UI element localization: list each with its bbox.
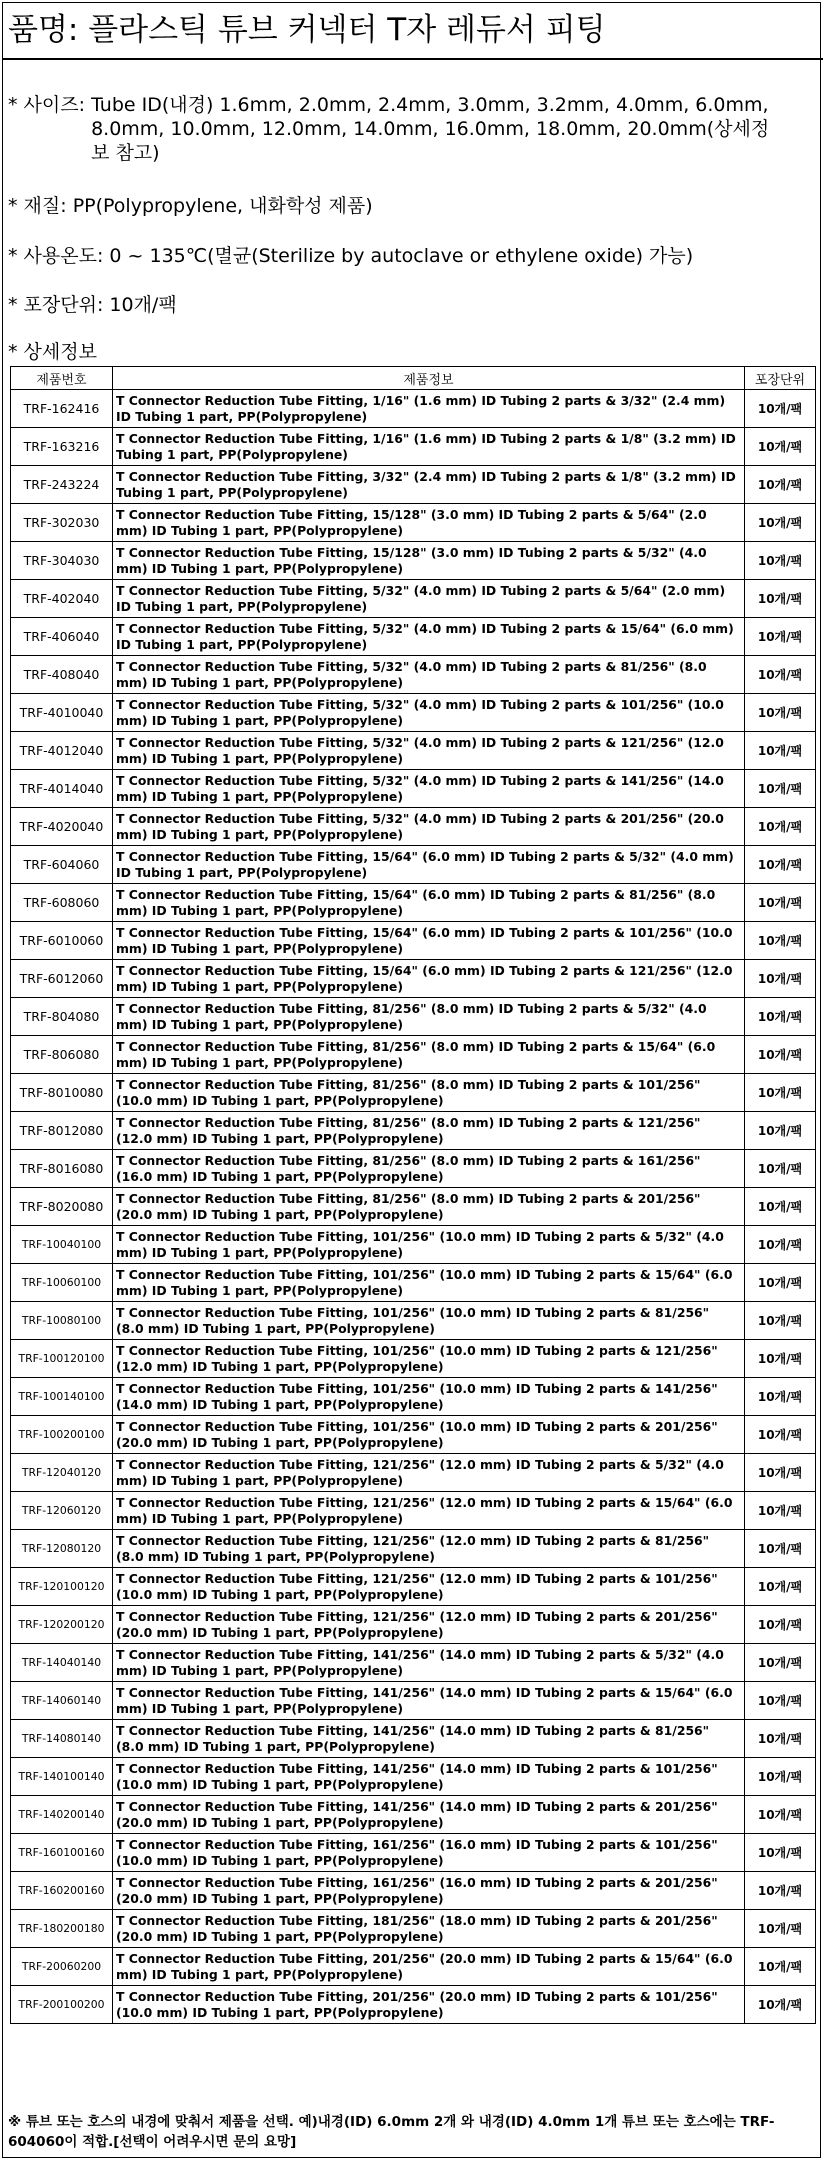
page-title: 품명: 플라스틱 튜브 커넥터 T자 레듀서 피팅 xyxy=(8,12,606,48)
table-row xyxy=(11,1378,816,1416)
table-row xyxy=(11,1264,816,1302)
table-row xyxy=(11,846,816,884)
table-row xyxy=(11,1758,816,1796)
product-code: TRF-163216 xyxy=(11,428,113,466)
package-unit: 10개/팩 xyxy=(745,466,816,504)
package-unit: 10개/팩 xyxy=(745,1416,816,1454)
package-unit: 10개/팩 xyxy=(745,618,816,656)
product-description: T Connector Reduction Tube Fitting, 141/256" (14.0 mm) ID Tubing 2 parts & 5/32" (4.0 mm) ID Tubing 1 part, PP(Polypropylene) xyxy=(113,1644,745,1682)
product-description: T Connector Reduction Tube Fitting, 101/256" (10.0 mm) ID Tubing 2 parts & 15/64" (6.0 mm) ID Tubing 1 part, PP(Polypropylene) xyxy=(113,1264,745,1302)
product-code: TRF-100120100 xyxy=(11,1340,113,1378)
product-code: TRF-160100160 xyxy=(11,1834,113,1872)
product-code: TRF-4020040 xyxy=(11,808,113,846)
package-unit: 10개/팩 xyxy=(745,1796,816,1834)
package-unit: 10개/팩 xyxy=(745,1568,816,1606)
package-unit: 10개/팩 xyxy=(745,846,816,884)
product-code: TRF-8010080 xyxy=(11,1074,113,1112)
package-unit: 10개/팩 xyxy=(745,808,816,846)
table-row xyxy=(11,884,816,922)
product-code: TRF-14080140 xyxy=(11,1720,113,1758)
product-code: TRF-14040140 xyxy=(11,1644,113,1682)
product-description: T Connector Reduction Tube Fitting, 5/32" (4.0 mm) ID Tubing 2 parts & 15/64" (6.0 mm) ID Tubing 1 part, PP(Polypropylene) xyxy=(113,618,745,656)
package-unit: 10개/팩 xyxy=(745,1720,816,1758)
table-row xyxy=(11,466,816,504)
product-description: T Connector Reduction Tube Fitting, 101/256" (10.0 mm) ID Tubing 2 parts & 141/256" (14.0 mm) ID Tubing 1 part, PP(Polypropylene) xyxy=(113,1378,745,1416)
spec-package: * 포장단위: 10개/팩 xyxy=(8,294,177,316)
package-unit: 10개/팩 xyxy=(745,390,816,428)
table-row xyxy=(11,922,816,960)
package-unit: 10개/팩 xyxy=(745,1226,816,1264)
package-unit: 10개/팩 xyxy=(745,1454,816,1492)
product-description: T Connector Reduction Tube Fitting, 5/32" (4.0 mm) ID Tubing 2 parts & 81/256" (8.0 mm) ID Tubing 1 part, PP(Polypropylene) xyxy=(113,656,745,694)
table-row xyxy=(11,1112,816,1150)
product-description: T Connector Reduction Tube Fitting, 81/256" (8.0 mm) ID Tubing 2 parts & 15/64" (6.0 mm) ID Tubing 1 part, PP(Polypropylene) xyxy=(113,1036,745,1074)
product-code: TRF-10060100 xyxy=(11,1264,113,1302)
product-code: TRF-20060200 xyxy=(11,1948,113,1986)
header-code: 제품번호 xyxy=(11,367,113,390)
product-code: TRF-100200100 xyxy=(11,1416,113,1454)
product-code: TRF-4010040 xyxy=(11,694,113,732)
product-code: TRF-100140100 xyxy=(11,1378,113,1416)
table-row xyxy=(11,656,816,694)
package-unit: 10개/팩 xyxy=(745,1834,816,1872)
product-code: TRF-4012040 xyxy=(11,732,113,770)
product-description: T Connector Reduction Tube Fitting, 141/256" (14.0 mm) ID Tubing 2 parts & 201/256" (20.0 mm) ID Tubing 1 part, PP(Polypropylene) xyxy=(113,1796,745,1834)
table-row xyxy=(11,1036,816,1074)
product-code: TRF-12080120 xyxy=(11,1530,113,1568)
product-description: T Connector Reduction Tube Fitting, 121/256" (12.0 mm) ID Tubing 2 parts & 101/256" (10.0 mm) ID Tubing 1 part, PP(Polypropylene) xyxy=(113,1568,745,1606)
table-row xyxy=(11,428,816,466)
product-code: TRF-14060140 xyxy=(11,1682,113,1720)
table-row xyxy=(11,1834,816,1872)
product-code: TRF-140200140 xyxy=(11,1796,113,1834)
package-unit: 10개/팩 xyxy=(745,1036,816,1074)
product-description: T Connector Reduction Tube Fitting, 1/16" (1.6 mm) ID Tubing 2 parts & 3/32" (2.4 mm) ID Tubing 1 part, PP(Polypropylene) xyxy=(113,390,745,428)
table-row xyxy=(11,694,816,732)
product-code: TRF-806080 xyxy=(11,1036,113,1074)
product-code: TRF-180200180 xyxy=(11,1910,113,1948)
package-unit: 10개/팩 xyxy=(745,580,816,618)
product-code: TRF-304030 xyxy=(11,542,113,580)
package-unit: 10개/팩 xyxy=(745,1264,816,1302)
product-description: T Connector Reduction Tube Fitting, 81/256" (8.0 mm) ID Tubing 2 parts & 101/256" (10.0 mm) ID Tubing 1 part, PP(Polypropylene) xyxy=(113,1074,745,1112)
package-unit: 10개/팩 xyxy=(745,428,816,466)
table-row xyxy=(11,504,816,542)
package-unit: 10개/팩 xyxy=(745,1986,816,2024)
table-row xyxy=(11,1682,816,1720)
table-row xyxy=(11,1644,816,1682)
product-description: T Connector Reduction Tube Fitting, 101/256" (10.0 mm) ID Tubing 2 parts & 5/32" (4.0 mm) ID Tubing 1 part, PP(Polypropylene) xyxy=(113,1226,745,1264)
package-unit: 10개/팩 xyxy=(745,504,816,542)
product-description: T Connector Reduction Tube Fitting, 1/16" (1.6 mm) ID Tubing 2 parts & 1/8" (3.2 mm) ID Tubing 1 part, PP(Polypropylene) xyxy=(113,428,745,466)
product-description: T Connector Reduction Tube Fitting, 181/256" (18.0 mm) ID Tubing 2 parts & 201/256" (20.0 mm) ID Tubing 1 part, PP(Polypropylene) xyxy=(113,1910,745,1948)
product-description: T Connector Reduction Tube Fitting, 121/256" (12.0 mm) ID Tubing 2 parts & 201/256" (20.0 mm) ID Tubing 1 part, PP(Polypropylene) xyxy=(113,1606,745,1644)
product-code: TRF-804080 xyxy=(11,998,113,1036)
product-code: TRF-604060 xyxy=(11,846,113,884)
product-description: T Connector Reduction Tube Fitting, 3/32" (2.4 mm) ID Tubing 2 parts & 1/8" (3.2 mm) ID Tubing 1 part, PP(Polypropylene) xyxy=(113,466,745,504)
product-description: T Connector Reduction Tube Fitting, 5/32" (4.0 mm) ID Tubing 2 parts & 101/256" (10.0 mm) ID Tubing 1 part, PP(Polypropylene) xyxy=(113,694,745,732)
product-code: TRF-12040120 xyxy=(11,1454,113,1492)
package-unit: 10개/팩 xyxy=(745,1910,816,1948)
product-code: TRF-8020080 xyxy=(11,1188,113,1226)
package-unit: 10개/팩 xyxy=(745,1340,816,1378)
product-code: TRF-200100200 xyxy=(11,1986,113,2024)
product-description: T Connector Reduction Tube Fitting, 81/256" (8.0 mm) ID Tubing 2 parts & 201/256" (20.0 mm) ID Tubing 1 part, PP(Polypropylene) xyxy=(113,1188,745,1226)
product-code: TRF-12060120 xyxy=(11,1492,113,1530)
product-description: T Connector Reduction Tube Fitting, 121/256" (12.0 mm) ID Tubing 2 parts & 5/32" (4.0 mm) ID Tubing 1 part, PP(Polypropylene) xyxy=(113,1454,745,1492)
product-code: TRF-140100140 xyxy=(11,1758,113,1796)
product-description: T Connector Reduction Tube Fitting, 81/256" (8.0 mm) ID Tubing 2 parts & 121/256" (12.0 mm) ID Tubing 1 part, PP(Polypropylene) xyxy=(113,1112,745,1150)
package-unit: 10개/팩 xyxy=(745,1644,816,1682)
product-code: TRF-608060 xyxy=(11,884,113,922)
product-description: T Connector Reduction Tube Fitting, 161/256" (16.0 mm) ID Tubing 2 parts & 201/256" (20.0 mm) ID Tubing 1 part, PP(Polypropylene) xyxy=(113,1872,745,1910)
product-description: T Connector Reduction Tube Fitting, 15/64" (6.0 mm) ID Tubing 2 parts & 121/256" (12.0 mm) ID Tubing 1 part, PP(Polypropylene) xyxy=(113,960,745,998)
spec-material: * 재질: PP(Polypropylene, 내화학성 제품) xyxy=(8,195,373,217)
product-code: TRF-120100120 xyxy=(11,1568,113,1606)
product-description: T Connector Reduction Tube Fitting, 141/256" (14.0 mm) ID Tubing 2 parts & 15/64" (6.0 mm) ID Tubing 1 part, PP(Polypropylene) xyxy=(113,1682,745,1720)
package-unit: 10개/팩 xyxy=(745,694,816,732)
product-description: T Connector Reduction Tube Fitting, 121/256" (12.0 mm) ID Tubing 2 parts & 81/256" (8.0 mm) ID Tubing 1 part, PP(Polypropylene) xyxy=(113,1530,745,1568)
table-row xyxy=(11,1948,816,1986)
package-unit: 10개/팩 xyxy=(745,1872,816,1910)
product-description: T Connector Reduction Tube Fitting, 81/256" (8.0 mm) ID Tubing 2 parts & 5/32" (4.0 mm) ID Tubing 1 part, PP(Polypropylene) xyxy=(113,998,745,1036)
table-row xyxy=(11,580,816,618)
package-unit: 10개/팩 xyxy=(745,1074,816,1112)
table-row xyxy=(11,1492,816,1530)
product-code: TRF-8016080 xyxy=(11,1150,113,1188)
package-unit: 10개/팩 xyxy=(745,960,816,998)
table-row xyxy=(11,808,816,846)
spec-size-label: * 사이즈: xyxy=(8,94,86,116)
product-description: T Connector Reduction Tube Fitting, 5/32" (4.0 mm) ID Tubing 2 parts & 121/256" (12.0 mm) ID Tubing 1 part, PP(Polypropylene) xyxy=(113,732,745,770)
product-description: T Connector Reduction Tube Fitting, 101/256" (10.0 mm) ID Tubing 2 parts & 121/256" (12.0 mm) ID Tubing 1 part, PP(Polypropylene) xyxy=(113,1340,745,1378)
product-description: T Connector Reduction Tube Fitting, 5/32" (4.0 mm) ID Tubing 2 parts & 201/256" (20.0 mm) ID Tubing 1 part, PP(Polypropylene) xyxy=(113,808,745,846)
product-code: TRF-6010060 xyxy=(11,922,113,960)
table-row xyxy=(11,770,816,808)
table-row xyxy=(11,618,816,656)
package-unit: 10개/팩 xyxy=(745,1150,816,1188)
table-row xyxy=(11,1302,816,1340)
product-code: TRF-120200120 xyxy=(11,1606,113,1644)
table-row xyxy=(11,1872,816,1910)
product-code: TRF-8012080 xyxy=(11,1112,113,1150)
product-code: TRF-10040100 xyxy=(11,1226,113,1264)
product-table xyxy=(10,366,816,2024)
product-code: TRF-162416 xyxy=(11,390,113,428)
product-description: T Connector Reduction Tube Fitting, 141/256" (14.0 mm) ID Tubing 2 parts & 81/256" (8.0 mm) ID Tubing 1 part, PP(Polypropylene) xyxy=(113,1720,745,1758)
table-row xyxy=(11,542,816,580)
table-row xyxy=(11,1530,816,1568)
table-row xyxy=(11,1340,816,1378)
table-row xyxy=(11,1720,816,1758)
package-unit: 10개/팩 xyxy=(745,884,816,922)
spec-temperature: * 사용온도: 0 ~ 135℃(멸균(Sterilize by autoclave or ethylene oxide) 가능) xyxy=(8,245,694,267)
spec-detail-heading: * 상세정보 xyxy=(8,341,97,363)
package-unit: 10개/팩 xyxy=(745,1492,816,1530)
package-unit: 10개/팩 xyxy=(745,1606,816,1644)
table-row xyxy=(11,390,816,428)
table-row xyxy=(11,1606,816,1644)
table-row xyxy=(11,1568,816,1606)
table-row xyxy=(11,1074,816,1112)
table-row xyxy=(11,998,816,1036)
product-description: T Connector Reduction Tube Fitting, 15/64" (6.0 mm) ID Tubing 2 parts & 81/256" (8.0 mm) ID Tubing 1 part, PP(Polypropylene) xyxy=(113,884,745,922)
package-unit: 10개/팩 xyxy=(745,732,816,770)
table-body xyxy=(11,390,816,2024)
table-row xyxy=(11,1986,816,2024)
package-unit: 10개/팩 xyxy=(745,1682,816,1720)
product-description: T Connector Reduction Tube Fitting, 201/256" (20.0 mm) ID Tubing 2 parts & 15/64" (6.0 mm) ID Tubing 1 part, PP(Polypropylene) xyxy=(113,1948,745,1986)
header-info: 제품정보 xyxy=(113,367,745,390)
package-unit: 10개/팩 xyxy=(745,770,816,808)
product-description: T Connector Reduction Tube Fitting, 5/32" (4.0 mm) ID Tubing 2 parts & 5/64" (2.0 mm) ID Tubing 1 part, PP(Polypropylene) xyxy=(113,580,745,618)
table-row xyxy=(11,1910,816,1948)
product-code: TRF-4014040 xyxy=(11,770,113,808)
product-description: T Connector Reduction Tube Fitting, 15/64" (6.0 mm) ID Tubing 2 parts & 101/256" (10.0 mm) ID Tubing 1 part, PP(Polypropylene) xyxy=(113,922,745,960)
package-unit: 10개/팩 xyxy=(745,1530,816,1568)
product-description: T Connector Reduction Tube Fitting, 15/64" (6.0 mm) ID Tubing 2 parts & 5/32" (4.0 mm) ID Tubing 1 part, PP(Polypropylene) xyxy=(113,846,745,884)
product-code: TRF-10080100 xyxy=(11,1302,113,1340)
product-description: T Connector Reduction Tube Fitting, 101/256" (10.0 mm) ID Tubing 2 parts & 201/256" (20.0 mm) ID Tubing 1 part, PP(Polypropylene) xyxy=(113,1416,745,1454)
product-description: T Connector Reduction Tube Fitting, 141/256" (14.0 mm) ID Tubing 2 parts & 101/256" (10.0 mm) ID Tubing 1 part, PP(Polypropylene) xyxy=(113,1758,745,1796)
selection-note: ※ 튜브 또는 호스의 내경에 맞춰서 제품을 선택. 예)내경(ID) 6.0mm 2개 와 내경(ID) 4.0mm 1개 튜브 또는 호스에는 TRF-604060이 적합.[선택이 어려우시면 문의 요망] xyxy=(8,2114,775,2150)
product-description: T Connector Reduction Tube Fitting, 5/32" (4.0 mm) ID Tubing 2 parts & 141/256" (14.0 mm) ID Tubing 1 part, PP(Polypropylene) xyxy=(113,770,745,808)
package-unit: 10개/팩 xyxy=(745,1112,816,1150)
package-unit: 10개/팩 xyxy=(745,1188,816,1226)
table-header-row xyxy=(11,367,816,390)
product-code: TRF-302030 xyxy=(11,504,113,542)
table-row xyxy=(11,1416,816,1454)
product-code: TRF-243224 xyxy=(11,466,113,504)
product-description: T Connector Reduction Tube Fitting, 15/128" (3.0 mm) ID Tubing 2 parts & 5/32" (4.0 mm) ID Tubing 1 part, PP(Polypropylene) xyxy=(113,542,745,580)
table-row xyxy=(11,1796,816,1834)
package-unit: 10개/팩 xyxy=(745,1948,816,1986)
product-code: TRF-406040 xyxy=(11,618,113,656)
package-unit: 10개/팩 xyxy=(745,922,816,960)
table-row xyxy=(11,732,816,770)
table-row xyxy=(11,1150,816,1188)
product-description: T Connector Reduction Tube Fitting, 121/256" (12.0 mm) ID Tubing 2 parts & 15/64" (6.0 mm) ID Tubing 1 part, PP(Polypropylene) xyxy=(113,1492,745,1530)
product-description: T Connector Reduction Tube Fitting, 81/256" (8.0 mm) ID Tubing 2 parts & 161/256" (16.0 mm) ID Tubing 1 part, PP(Polypropylene) xyxy=(113,1150,745,1188)
spec-size xyxy=(8,93,781,165)
package-unit: 10개/팩 xyxy=(745,998,816,1036)
package-unit: 10개/팩 xyxy=(745,542,816,580)
title-divider xyxy=(2,58,823,60)
table-row xyxy=(11,1188,816,1226)
product-code: TRF-408040 xyxy=(11,656,113,694)
package-unit: 10개/팩 xyxy=(745,1758,816,1796)
table-row xyxy=(11,1226,816,1264)
product-description: T Connector Reduction Tube Fitting, 161/256" (16.0 mm) ID Tubing 2 parts & 101/256" (10.0 mm) ID Tubing 1 part, PP(Polypropylene) xyxy=(113,1834,745,1872)
spec-size-value: Tube ID(내경) 1.6mm, 2.0mm, 2.4mm, 3.0mm, 3.2mm, 4.0mm, 6.0mm, 8.0mm, 10.0mm, 12.0mm, 14.0mm, 16.0mm, 18.0mm, 20.0mm(상세정보 참고) xyxy=(91,94,770,164)
table-row xyxy=(11,960,816,998)
package-unit: 10개/팩 xyxy=(745,1378,816,1416)
product-description: T Connector Reduction Tube Fitting, 101/256" (10.0 mm) ID Tubing 2 parts & 81/256" (8.0 mm) ID Tubing 1 part, PP(Polypropylene) xyxy=(113,1302,745,1340)
product-description: T Connector Reduction Tube Fitting, 15/128" (3.0 mm) ID Tubing 2 parts & 5/64" (2.0 mm) ID Tubing 1 part, PP(Polypropylene) xyxy=(113,504,745,542)
product-code: TRF-160200160 xyxy=(11,1872,113,1910)
table-row xyxy=(11,1454,816,1492)
product-code: TRF-402040 xyxy=(11,580,113,618)
package-unit: 10개/팩 xyxy=(745,656,816,694)
product-code: TRF-6012060 xyxy=(11,960,113,998)
product-description: T Connector Reduction Tube Fitting, 201/256" (20.0 mm) ID Tubing 2 parts & 101/256" (10.0 mm) ID Tubing 1 part, PP(Polypropylene) xyxy=(113,1986,745,2024)
header-pack: 포장단위 xyxy=(745,367,816,390)
package-unit: 10개/팩 xyxy=(745,1302,816,1340)
